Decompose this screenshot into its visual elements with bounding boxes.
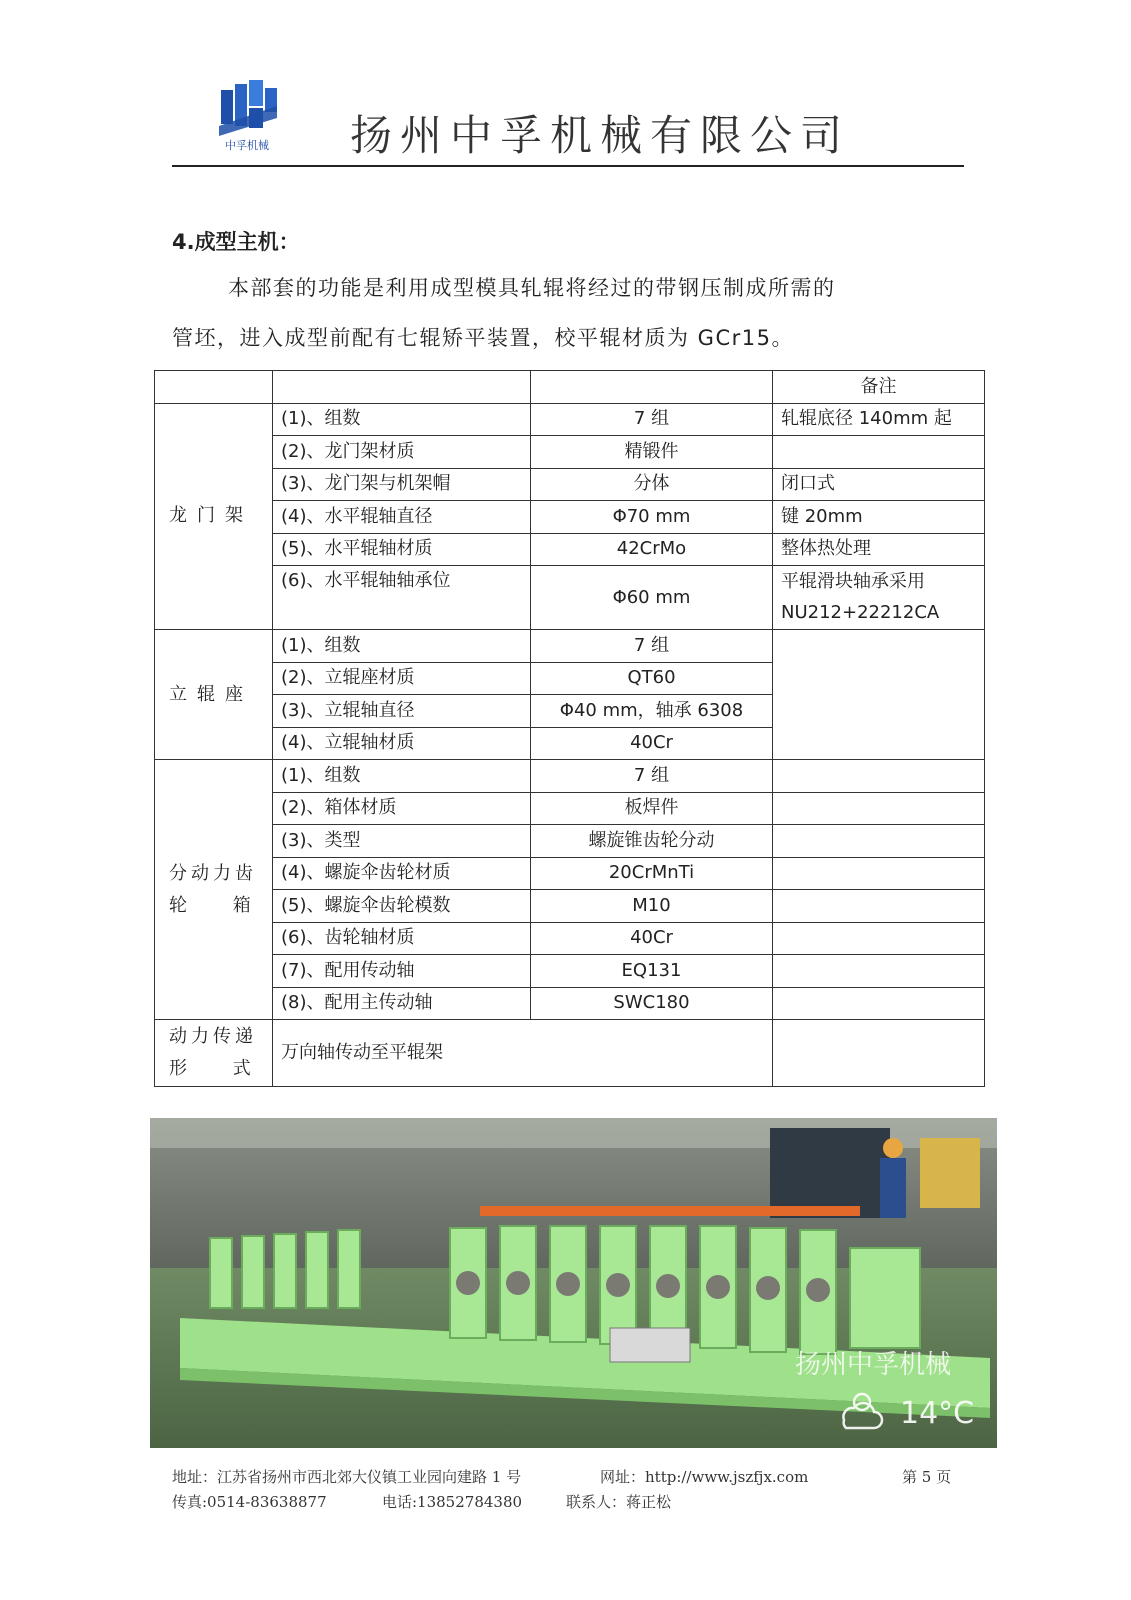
- table-row: [155, 468, 985, 501]
- value-cell: Φ60 mm: [531, 566, 773, 630]
- footer-contact: 联系人：蒋正松: [566, 1493, 672, 1511]
- value-cell: 7 组: [531, 403, 773, 436]
- value-cell: Φ70 mm: [531, 501, 773, 534]
- table-row: [155, 987, 985, 1020]
- spec-table: [154, 370, 985, 1087]
- item-cell: (3)、类型: [273, 825, 531, 858]
- note-cell: [773, 922, 985, 955]
- group-gearbox: [155, 760, 273, 1020]
- item-cell: (8)、配用主传动轴: [273, 987, 531, 1020]
- transmission-value-cell: 万向轴传动至平辊架: [273, 1020, 773, 1087]
- value-cell: 7 组: [531, 630, 773, 663]
- item-cell: (1)、组数: [273, 630, 531, 663]
- table-row: [155, 566, 985, 598]
- table-row: [155, 955, 985, 988]
- note-cell: NU212+22212CA: [773, 598, 985, 630]
- note-cell: [773, 792, 985, 825]
- table-row: [155, 825, 985, 858]
- note-cell: 整体热处理: [773, 533, 985, 566]
- footer-website[interactable]: 网址：http://www.jszfjx.com: [600, 1468, 809, 1486]
- company-name: 扬州中孚机械有限公司: [350, 111, 851, 160]
- note-cell: [773, 436, 985, 469]
- section-paragraph-2: 管坯，进入成型前配有七辊矫平装置，校平辊材质为 GCr15。: [172, 326, 794, 350]
- table-row: [155, 630, 985, 663]
- table-row: [155, 436, 985, 469]
- machine-photo-illustration: [150, 1118, 997, 1448]
- value-cell: 40Cr: [531, 727, 773, 760]
- item-cell: (4)、螺旋伞齿轮材质: [273, 857, 531, 890]
- group-transmission: [155, 1020, 273, 1087]
- item-cell: (4)、水平辊轴直径: [273, 501, 531, 534]
- group-transmission-line2: 形 式: [169, 1058, 251, 1079]
- note-cell: [773, 955, 985, 988]
- group-gearbox-line2: 轮 箱: [169, 894, 251, 916]
- footer-page-number: 第 5 页: [902, 1468, 952, 1486]
- logo-caption: 中孚机械: [225, 139, 269, 152]
- value-cell: 螺旋锥齿轮分动: [531, 825, 773, 858]
- note-cell: 键 20mm: [773, 501, 985, 534]
- item-cell: (6)、齿轮轴材质: [273, 922, 531, 955]
- value-cell: M10: [531, 890, 773, 923]
- header-note-cell: 备注: [773, 371, 985, 404]
- item-cell: (6)、水平辊轴轴承位: [273, 566, 531, 630]
- table-row: [155, 922, 985, 955]
- note-cell: 闭口式: [773, 468, 985, 501]
- footer-address: 地址：江苏省扬州市西北郊大仪镇工业园向建路 1 号: [172, 1468, 522, 1486]
- item-cell: (3)、立辊轴直径: [273, 695, 531, 728]
- note-cell: [773, 890, 985, 923]
- table-header-row: [155, 371, 985, 404]
- note-cell: 轧辊底径 140mm 起: [773, 403, 985, 436]
- note-cell: [773, 825, 985, 858]
- value-cell: EQ131: [531, 955, 773, 988]
- value-cell: Φ40 mm，轴承 6308: [531, 695, 773, 728]
- photo-temperature: 14°C: [900, 1396, 975, 1431]
- item-cell: (1)、组数: [273, 403, 531, 436]
- group-gantry: 龙门架: [155, 403, 273, 630]
- value-cell: 精锻件: [531, 436, 773, 469]
- value-cell: 7 组: [531, 760, 773, 793]
- note-cell: [773, 760, 985, 793]
- group-transmission-line1: 动力传递: [169, 1026, 257, 1047]
- section-paragraph-1: 本部套的功能是利用成型模具轧辊将经过的带钢压制成所需的: [228, 276, 836, 300]
- machine-photo: [150, 1118, 997, 1448]
- photo-watermark: 扬州中孚机械: [795, 1350, 952, 1380]
- footer-phone: 电话:13852784380: [382, 1493, 523, 1511]
- group-gearbox-line1: 分动力齿: [169, 862, 257, 884]
- item-cell: (2)、立辊座材质: [273, 662, 531, 695]
- group-vertical-roll: 立辊座: [155, 630, 273, 760]
- table-row: [155, 533, 985, 566]
- value-cell: 42CrMo: [531, 533, 773, 566]
- table-row: [155, 890, 985, 923]
- value-cell: QT60: [531, 662, 773, 695]
- table-row: [155, 501, 985, 534]
- table-row: [155, 403, 985, 436]
- item-cell: (2)、箱体材质: [273, 792, 531, 825]
- item-cell: (2)、龙门架材质: [273, 436, 531, 469]
- table-row: [155, 1020, 985, 1087]
- value-cell: 板焊件: [531, 792, 773, 825]
- item-cell: (7)、配用传动轴: [273, 955, 531, 988]
- value-cell: 20CrMnTi: [531, 857, 773, 890]
- table-row: [155, 857, 985, 890]
- value-cell: 40Cr: [531, 922, 773, 955]
- note-cell: [773, 630, 985, 760]
- item-cell: (5)、螺旋伞齿轮模数: [273, 890, 531, 923]
- value-cell: SWC180: [531, 987, 773, 1020]
- item-cell: (5)、水平辊轴材质: [273, 533, 531, 566]
- item-cell: (1)、组数: [273, 760, 531, 793]
- note-cell: [773, 1020, 985, 1087]
- section-heading: 4.成型主机：: [172, 230, 300, 254]
- note-cell: [773, 857, 985, 890]
- table-row: [155, 760, 985, 793]
- note-cell: [773, 987, 985, 1020]
- value-cell: 分体: [531, 468, 773, 501]
- header-divider: [172, 165, 964, 167]
- footer-fax: 传真:0514-83638877: [172, 1493, 327, 1511]
- item-cell: (4)、立辊轴材质: [273, 727, 531, 760]
- note-cell: 平辊滑块轴承采用: [773, 566, 985, 598]
- item-cell: (3)、龙门架与机架帽: [273, 468, 531, 501]
- table-row: [155, 792, 985, 825]
